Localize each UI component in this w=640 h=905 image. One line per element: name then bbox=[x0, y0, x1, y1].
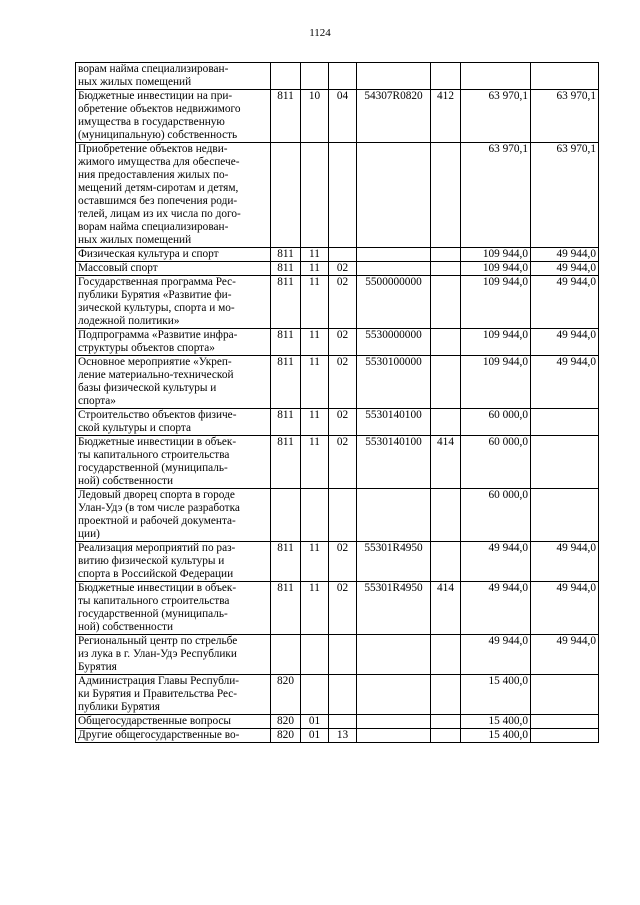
amount-year1-cell: 60 000,0 bbox=[461, 409, 531, 436]
expense-type-cell bbox=[431, 409, 461, 436]
item-name-line: Ледовый дворец спорта в городе bbox=[78, 489, 235, 501]
expense-type-cell: 414 bbox=[431, 582, 461, 635]
section-cell bbox=[301, 143, 329, 248]
target-article-cell: 5530100000 bbox=[357, 356, 431, 409]
table-row bbox=[76, 715, 599, 729]
item-name-line: (муниципальную) собственность bbox=[78, 129, 238, 141]
item-name-line: обретение объектов недвижимого bbox=[78, 103, 241, 115]
subsection-cell: 04 bbox=[329, 90, 357, 143]
table-body bbox=[76, 63, 599, 743]
expense-type-cell bbox=[431, 63, 461, 90]
amount-year1-cell: 109 944,0 bbox=[461, 276, 531, 329]
item-name-line: витию физической культуры и bbox=[78, 555, 225, 567]
item-name-line: ных жилых помещений bbox=[78, 234, 192, 246]
amount-year2-cell bbox=[531, 489, 599, 542]
target-article-cell bbox=[357, 262, 431, 276]
item-name-cell bbox=[76, 542, 271, 582]
amount-year2-cell: 49 944,0 bbox=[531, 262, 599, 276]
section-cell: 11 bbox=[301, 276, 329, 329]
target-article-cell bbox=[357, 729, 431, 743]
item-name-line: Основное мероприятие «Укреп- bbox=[78, 356, 232, 368]
amount-year1-cell: 63 970,1 bbox=[461, 90, 531, 143]
subsection-cell bbox=[329, 489, 357, 542]
item-name-line: базы физической культуры и bbox=[78, 382, 217, 394]
budget-code-cell: 811 bbox=[271, 329, 301, 356]
amount-year1-cell bbox=[461, 63, 531, 90]
budget-code-cell: 811 bbox=[271, 542, 301, 582]
item-name-line: Бюджетные инвестиции в объек- bbox=[78, 582, 237, 594]
budget-code-cell: 811 bbox=[271, 276, 301, 329]
subsection-cell: 02 bbox=[329, 356, 357, 409]
item-name-line: оставшимся без попечения роди- bbox=[78, 195, 238, 207]
item-name-line: жимого имущества для обеспече- bbox=[78, 156, 240, 168]
amount-year1-cell: 60 000,0 bbox=[461, 489, 531, 542]
target-article-cell: 5530000000 bbox=[357, 329, 431, 356]
item-name-line: ворам найма специализирован- bbox=[78, 63, 229, 75]
expense-type-cell bbox=[431, 489, 461, 542]
expense-type-cell: 414 bbox=[431, 436, 461, 489]
item-name-line: Физическая культура и спорт bbox=[78, 248, 219, 260]
item-name-line: мещений детям-сиротам и детям, bbox=[78, 182, 239, 194]
amount-year1-cell: 60 000,0 bbox=[461, 436, 531, 489]
item-name-cell bbox=[76, 715, 271, 729]
item-name-line: Бурятия bbox=[78, 661, 117, 673]
amount-year2-cell: 49 944,0 bbox=[531, 276, 599, 329]
target-article-cell: 5530140100 bbox=[357, 436, 431, 489]
item-name-line: Строительство объектов физиче- bbox=[78, 409, 237, 421]
item-name-cell bbox=[76, 729, 271, 743]
subsection-cell: 02 bbox=[329, 542, 357, 582]
item-name-line: спорта в Российской Федерации bbox=[78, 568, 234, 580]
amount-year1-cell: 63 970,1 bbox=[461, 143, 531, 248]
item-name-line: Бюджетные инвестиции в объек- bbox=[78, 436, 237, 448]
item-name-line: Улан-Удэ (в том числе разработка bbox=[78, 502, 240, 514]
section-cell: 11 bbox=[301, 542, 329, 582]
expense-type-cell bbox=[431, 729, 461, 743]
expense-type-cell bbox=[431, 329, 461, 356]
section-cell bbox=[301, 63, 329, 90]
table-row bbox=[76, 729, 599, 743]
table-row bbox=[76, 143, 599, 248]
subsection-cell: 02 bbox=[329, 329, 357, 356]
amount-year2-cell bbox=[531, 409, 599, 436]
budget-code-cell: 820 bbox=[271, 675, 301, 715]
table-row bbox=[76, 542, 599, 582]
expense-type-cell bbox=[431, 675, 461, 715]
section-cell bbox=[301, 675, 329, 715]
item-name-line: лодежной политики» bbox=[78, 315, 180, 327]
budget-code-cell: 811 bbox=[271, 356, 301, 409]
item-name-line: ния предоставления жилых по- bbox=[78, 169, 229, 181]
amount-year1-cell: 49 944,0 bbox=[461, 542, 531, 582]
item-name-line: ки Бурятия и Правительства Рес- bbox=[78, 688, 238, 700]
item-name-cell bbox=[76, 436, 271, 489]
table-row bbox=[76, 276, 599, 329]
subsection-cell: 02 bbox=[329, 262, 357, 276]
amount-year2-cell bbox=[531, 63, 599, 90]
table-row bbox=[76, 582, 599, 635]
item-name-cell bbox=[76, 143, 271, 248]
table-row bbox=[76, 63, 599, 90]
budget-code-cell: 811 bbox=[271, 582, 301, 635]
table-row bbox=[76, 248, 599, 262]
amount-year1-cell: 49 944,0 bbox=[461, 582, 531, 635]
amount-year2-cell: 49 944,0 bbox=[531, 542, 599, 582]
subsection-cell: 02 bbox=[329, 409, 357, 436]
budget-code-cell: 811 bbox=[271, 409, 301, 436]
expense-type-cell bbox=[431, 635, 461, 675]
section-cell: 01 bbox=[301, 729, 329, 743]
table-row bbox=[76, 262, 599, 276]
budget-code-cell: 820 bbox=[271, 715, 301, 729]
page-number: 1124 bbox=[309, 27, 331, 39]
expense-type-cell: 412 bbox=[431, 90, 461, 143]
amount-year1-cell: 109 944,0 bbox=[461, 248, 531, 262]
subsection-cell: 02 bbox=[329, 276, 357, 329]
item-name-line: проектной и рабочей документа- bbox=[78, 515, 236, 527]
item-name-line: Бюджетные инвестиции на при- bbox=[78, 90, 233, 102]
budget-table bbox=[75, 62, 599, 743]
target-article-cell bbox=[357, 248, 431, 262]
amount-year2-cell: 63 970,1 bbox=[531, 143, 599, 248]
subsection-cell bbox=[329, 715, 357, 729]
section-cell: 11 bbox=[301, 248, 329, 262]
item-name-cell bbox=[76, 409, 271, 436]
item-name-line: Общегосударственные вопросы bbox=[78, 715, 231, 727]
amount-year2-cell bbox=[531, 436, 599, 489]
item-name-line: ской культуры и спорта bbox=[78, 422, 191, 434]
item-name-line: Массовый спорт bbox=[78, 262, 158, 274]
amount-year2-cell bbox=[531, 675, 599, 715]
expense-type-cell bbox=[431, 248, 461, 262]
subsection-cell: 02 bbox=[329, 582, 357, 635]
item-name-line: спорта» bbox=[78, 395, 116, 407]
item-name-line: ных жилых помещений bbox=[78, 76, 192, 88]
table-row bbox=[76, 635, 599, 675]
section-cell bbox=[301, 635, 329, 675]
item-name-cell bbox=[76, 63, 271, 90]
target-article-cell: 55301R4950 bbox=[357, 582, 431, 635]
section-cell: 11 bbox=[301, 329, 329, 356]
budget-code-cell bbox=[271, 635, 301, 675]
item-name-line: Приобретение объектов недви- bbox=[78, 143, 228, 155]
item-name-line: зической культуры, спорта и мо- bbox=[78, 302, 235, 314]
item-name-line: ворам найма специализирован- bbox=[78, 221, 229, 233]
item-name-line: ты капитального строительства bbox=[78, 595, 230, 607]
item-name-line: ной) собственности bbox=[78, 621, 173, 633]
item-name-line: из лука в г. Улан-Удэ Республики bbox=[78, 648, 237, 660]
subsection-cell bbox=[329, 63, 357, 90]
section-cell: 01 bbox=[301, 715, 329, 729]
section-cell: 11 bbox=[301, 262, 329, 276]
table-row bbox=[76, 489, 599, 542]
item-name-line: публики Бурятия «Развитие фи- bbox=[78, 289, 232, 301]
table-row bbox=[76, 409, 599, 436]
amount-year2-cell: 49 944,0 bbox=[531, 329, 599, 356]
item-name-line: ление материально-технической bbox=[78, 369, 234, 381]
amount-year2-cell bbox=[531, 729, 599, 743]
amount-year2-cell: 63 970,1 bbox=[531, 90, 599, 143]
section-cell: 11 bbox=[301, 409, 329, 436]
item-name-line: Подпрограмма «Развитие инфра- bbox=[78, 329, 238, 341]
item-name-line: Государственная программа Рес- bbox=[78, 276, 236, 288]
item-name-line: ной) собственности bbox=[78, 475, 173, 487]
budget-code-cell bbox=[271, 143, 301, 248]
amount-year1-cell: 15 400,0 bbox=[461, 715, 531, 729]
subsection-cell: 13 bbox=[329, 729, 357, 743]
expense-type-cell bbox=[431, 715, 461, 729]
amount-year1-cell: 49 944,0 bbox=[461, 635, 531, 675]
expense-type-cell bbox=[431, 262, 461, 276]
budget-code-cell: 820 bbox=[271, 729, 301, 743]
target-article-cell bbox=[357, 635, 431, 675]
subsection-cell bbox=[329, 635, 357, 675]
item-name-line: Реализация мероприятий по раз- bbox=[78, 542, 236, 554]
budget-code-cell: 811 bbox=[271, 248, 301, 262]
target-article-cell: 54307R0820 bbox=[357, 90, 431, 143]
expense-type-cell bbox=[431, 542, 461, 582]
table-row bbox=[76, 90, 599, 143]
item-name-line: Администрация Главы Республи- bbox=[78, 675, 240, 687]
target-article-cell bbox=[357, 715, 431, 729]
subsection-cell: 02 bbox=[329, 436, 357, 489]
item-name-cell bbox=[76, 329, 271, 356]
target-article-cell bbox=[357, 675, 431, 715]
amount-year2-cell: 49 944,0 bbox=[531, 582, 599, 635]
item-name-cell bbox=[76, 675, 271, 715]
item-name-line: имущества в государственную bbox=[78, 116, 225, 128]
subsection-cell bbox=[329, 675, 357, 715]
section-cell: 10 bbox=[301, 90, 329, 143]
expense-type-cell bbox=[431, 143, 461, 248]
budget-code-cell: 811 bbox=[271, 262, 301, 276]
item-name-cell bbox=[76, 248, 271, 262]
section-cell: 11 bbox=[301, 356, 329, 409]
subsection-cell bbox=[329, 248, 357, 262]
amount-year1-cell: 15 400,0 bbox=[461, 675, 531, 715]
subsection-cell bbox=[329, 143, 357, 248]
table-row bbox=[76, 675, 599, 715]
item-name-line: телей, лицам из их числа по дого- bbox=[78, 208, 241, 220]
item-name-cell bbox=[76, 356, 271, 409]
table-row bbox=[76, 329, 599, 356]
item-name-line: публики Бурятия bbox=[78, 701, 160, 713]
item-name-line: государственной (муниципаль- bbox=[78, 608, 228, 620]
target-article-cell bbox=[357, 63, 431, 90]
amount-year1-cell: 109 944,0 bbox=[461, 329, 531, 356]
item-name-cell bbox=[76, 489, 271, 542]
amount-year2-cell: 49 944,0 bbox=[531, 248, 599, 262]
item-name-line: государственной (муниципаль- bbox=[78, 462, 228, 474]
item-name-line: ции) bbox=[78, 528, 100, 540]
amount-year1-cell: 15 400,0 bbox=[461, 729, 531, 743]
amount-year2-cell: 49 944,0 bbox=[531, 635, 599, 675]
target-article-cell: 5500000000 bbox=[357, 276, 431, 329]
item-name-line: Другие общегосударственные во- bbox=[78, 729, 240, 741]
expense-type-cell bbox=[431, 356, 461, 409]
item-name-line: структуры объектов спорта» bbox=[78, 342, 215, 354]
budget-code-cell bbox=[271, 63, 301, 90]
budget-code-cell: 811 bbox=[271, 436, 301, 489]
amount-year1-cell: 109 944,0 bbox=[461, 262, 531, 276]
section-cell: 11 bbox=[301, 582, 329, 635]
budget-code-cell: 811 bbox=[271, 90, 301, 143]
target-article-cell: 55301R4950 bbox=[357, 542, 431, 582]
item-name-line: ты капитального строительства bbox=[78, 449, 230, 461]
budget-code-cell bbox=[271, 489, 301, 542]
target-article-cell: 5530140100 bbox=[357, 409, 431, 436]
target-article-cell bbox=[357, 143, 431, 248]
item-name-cell bbox=[76, 262, 271, 276]
amount-year2-cell: 49 944,0 bbox=[531, 356, 599, 409]
amount-year1-cell: 109 944,0 bbox=[461, 356, 531, 409]
item-name-cell bbox=[76, 90, 271, 143]
amount-year2-cell bbox=[531, 715, 599, 729]
item-name-cell bbox=[76, 276, 271, 329]
item-name-line: Региональный центр по стрельбе bbox=[78, 635, 238, 647]
target-article-cell bbox=[357, 489, 431, 542]
section-cell bbox=[301, 489, 329, 542]
expense-type-cell bbox=[431, 276, 461, 329]
item-name-cell bbox=[76, 582, 271, 635]
table-row bbox=[76, 436, 599, 489]
table-row bbox=[76, 356, 599, 409]
section-cell: 11 bbox=[301, 436, 329, 489]
item-name-cell bbox=[76, 635, 271, 675]
